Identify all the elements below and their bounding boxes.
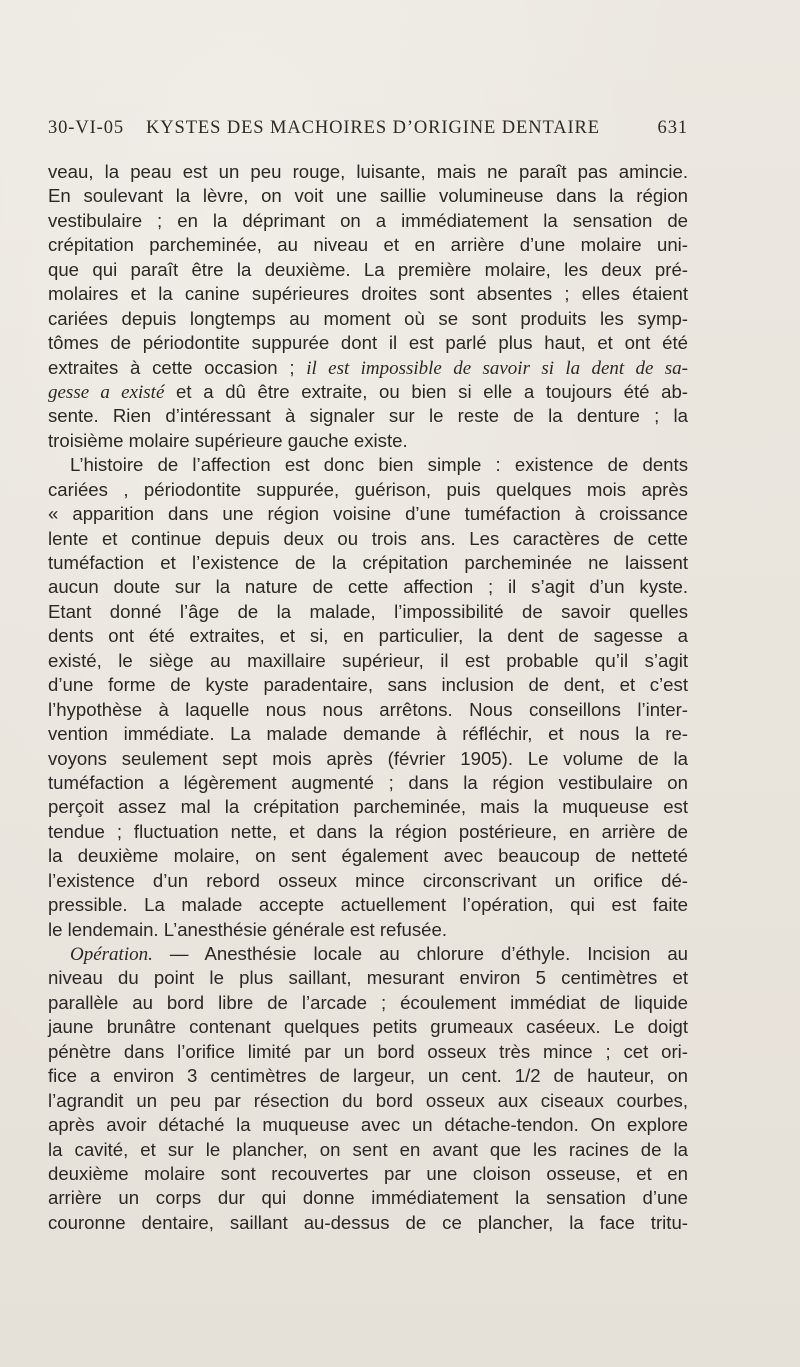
text-span: dents ont été extraites, et si, en particulier, la dent de sagesse a bbox=[48, 625, 688, 647]
text-line bbox=[48, 527, 688, 551]
running-head-title: KYSTES DES MACHOIRES D’ORIGINE DENTAIRE bbox=[146, 118, 600, 138]
text-line bbox=[48, 551, 688, 575]
text-line bbox=[48, 820, 688, 844]
text-span: le lendemain. L’anesthésie générale est refusée. bbox=[48, 918, 448, 940]
text-line bbox=[48, 795, 688, 819]
text-line bbox=[48, 942, 688, 966]
text-line bbox=[48, 429, 688, 453]
text-line bbox=[48, 502, 688, 526]
text-line bbox=[48, 160, 688, 184]
text-line bbox=[48, 869, 688, 893]
text-span: L’histoire de l’affection est donc bien simple : existence de dents bbox=[70, 454, 688, 476]
text-line bbox=[48, 771, 688, 795]
text-line bbox=[48, 624, 688, 648]
text-line bbox=[48, 991, 688, 1015]
text-span: pressible. La malade accepte actuellement l’opération, qui est faite bbox=[48, 894, 688, 916]
text-span: la deuxième molaire, on sent également avec beaucoup de netteté bbox=[48, 845, 688, 867]
text-line bbox=[48, 722, 688, 746]
page-number: 631 bbox=[657, 118, 688, 138]
text-span: En soulevant la lèvre, on voit une saillie volumineuse dans la région bbox=[48, 185, 688, 207]
text-span: jaune brunâtre contenant quelques petits grumeaux caséeux. Le doigt bbox=[48, 1016, 688, 1038]
text-span: Etant donné l’âge de la malade, l’impossibilité de savoir quelles bbox=[48, 600, 688, 622]
text-span: pénètre dans l’orifice limité par un bord osseux très mince ; cet ori- bbox=[48, 1040, 688, 1062]
italic-text: gesse a existé bbox=[48, 381, 165, 403]
text-line bbox=[48, 673, 688, 697]
text-span: et a dû être extraite, ou bien si elle a toujours été ab- bbox=[164, 380, 689, 402]
text-span: perçoit assez mal la crépitation parcheminée, mais la muqueuse est bbox=[48, 796, 688, 818]
text-span: veau, la peau est un peu rouge, luisante, mais ne paraît pas amincie. bbox=[48, 161, 688, 182]
text-span: fice a environ 3 centimètres de largeur, un cent. 1/2 de hauteur, on bbox=[48, 1065, 688, 1087]
text-span: deuxième molaire sont recouvertes par une cloison osseuse, et en bbox=[48, 1162, 688, 1184]
text-span: tuméfaction et l’existence de la crépitation parcheminée ne laissent bbox=[48, 552, 688, 573]
text-span: lente et continue depuis deux ou trois ans. Les caractères de cette bbox=[48, 527, 688, 549]
text-line bbox=[48, 282, 688, 306]
text-line bbox=[48, 1113, 688, 1137]
text-line bbox=[48, 747, 688, 771]
text-line bbox=[48, 1015, 688, 1039]
running-head-date: 30-VI-05 bbox=[48, 118, 125, 138]
text-span: molaires et la canine supérieures droites sont absentes ; elles étaient bbox=[48, 283, 688, 305]
text-line bbox=[48, 404, 688, 428]
text-span: tendue ; fluctuation nette, et dans la région postérieure, en arrière de bbox=[48, 820, 688, 842]
text-line bbox=[48, 893, 688, 917]
text-line bbox=[48, 380, 688, 404]
text-span: sente. Rien d’intéressant à signaler sur le reste de la denture ; la bbox=[48, 405, 688, 427]
text-line bbox=[48, 966, 688, 990]
text-line bbox=[48, 1040, 688, 1064]
text-span: que qui paraît être la deuxième. La première molaire, les deux pré- bbox=[48, 258, 688, 280]
text-span: arrière un corps dur qui donne immédiatement la sensation d’une bbox=[48, 1187, 688, 1209]
text-span: parallèle au bord libre de l’arcade ; écoulement immédiat de liquide bbox=[48, 991, 688, 1013]
text-line bbox=[48, 453, 688, 477]
text-span: cariées , périodontite suppurée, guérison, puis quelques mois après bbox=[48, 478, 688, 500]
text-line bbox=[48, 184, 688, 208]
text-span: extraites à cette occasion ; bbox=[48, 356, 307, 378]
text-line bbox=[48, 844, 688, 868]
text-span: aucun doute sur la nature de cette affection ; il s’agit d’un kyste. bbox=[48, 576, 688, 598]
text-span: l’existence d’un rebord osseux mince circonscrivant un orifice dé- bbox=[48, 869, 688, 891]
text-span: troisième molaire supérieure gauche existe. bbox=[48, 429, 408, 451]
text-span: tômes de périodontite suppurée dont il est parlé plus haut, et ont été bbox=[48, 332, 688, 354]
text-line bbox=[48, 649, 688, 673]
text-span: couronne dentaire, saillant au-dessus de ce plancher, la face tritu- bbox=[48, 1211, 688, 1233]
text-line bbox=[48, 331, 688, 355]
text-line bbox=[48, 478, 688, 502]
text-span: existé, le siège au maxillaire supérieur, il est probable qu’il s’agit bbox=[48, 649, 688, 671]
text-line bbox=[48, 1089, 688, 1113]
text-span: vestibulaire ; en la déprimant on a immédiatement la sensation de bbox=[48, 209, 688, 231]
text-line bbox=[48, 307, 688, 331]
text-span: la cavité, et sur le plancher, on sent en avant que les racines de la bbox=[48, 1138, 688, 1160]
text-line bbox=[48, 356, 688, 380]
text-line bbox=[48, 1064, 688, 1088]
italic-text: Opération. bbox=[70, 944, 153, 965]
text-line bbox=[48, 258, 688, 282]
text-span: l’agrandit un peu par résection du bord osseux aux ciseaux courbes, bbox=[48, 1089, 688, 1111]
text-line bbox=[48, 698, 688, 722]
text-span: cariées depuis longtemps au moment où se sont produits les symp- bbox=[48, 307, 688, 329]
text-line bbox=[48, 575, 688, 599]
text-span: tuméfaction a légèrement augmenté ; dans la région vestibulaire on bbox=[48, 771, 688, 793]
text-span: après avoir détaché la muqueuse avec un détache-tendon. On explore bbox=[48, 1114, 688, 1136]
text-span: « apparition dans une région voisine d’une tuméfaction à croissance bbox=[48, 503, 688, 525]
text-span: vention immédiate. La malade demande à réfléchir, et nous la re- bbox=[48, 723, 688, 745]
text-line bbox=[48, 600, 688, 624]
text-span: — Anesthésie locale au chlorure d’éthyle. Incision au bbox=[152, 943, 688, 964]
text-span: l’hypothèse à laquelle nous nous arrêtons. Nous conseillons l’inter- bbox=[48, 698, 688, 720]
text-span: d’une forme de kyste paradentaire, sans inclusion de dent, et c’est bbox=[48, 674, 688, 696]
text-span: niveau du point le plus saillant, mesurant environ 5 centimètres et bbox=[48, 967, 688, 989]
italic-text: il est impossible de savoir si la dent de sa- bbox=[306, 357, 688, 379]
text-line bbox=[48, 1211, 688, 1235]
text-line bbox=[48, 1138, 688, 1162]
text-line bbox=[48, 1186, 688, 1210]
body-text bbox=[48, 160, 688, 1235]
text-span: voyons seulement sept mois après (février 1905). Le volume de la bbox=[48, 747, 688, 769]
text-line bbox=[48, 918, 688, 942]
text-span: crépitation parcheminée, au niveau et en arrière d’une molaire uni- bbox=[48, 234, 688, 256]
text-line bbox=[48, 1162, 688, 1186]
text-line bbox=[48, 233, 688, 257]
text-line bbox=[48, 209, 688, 233]
